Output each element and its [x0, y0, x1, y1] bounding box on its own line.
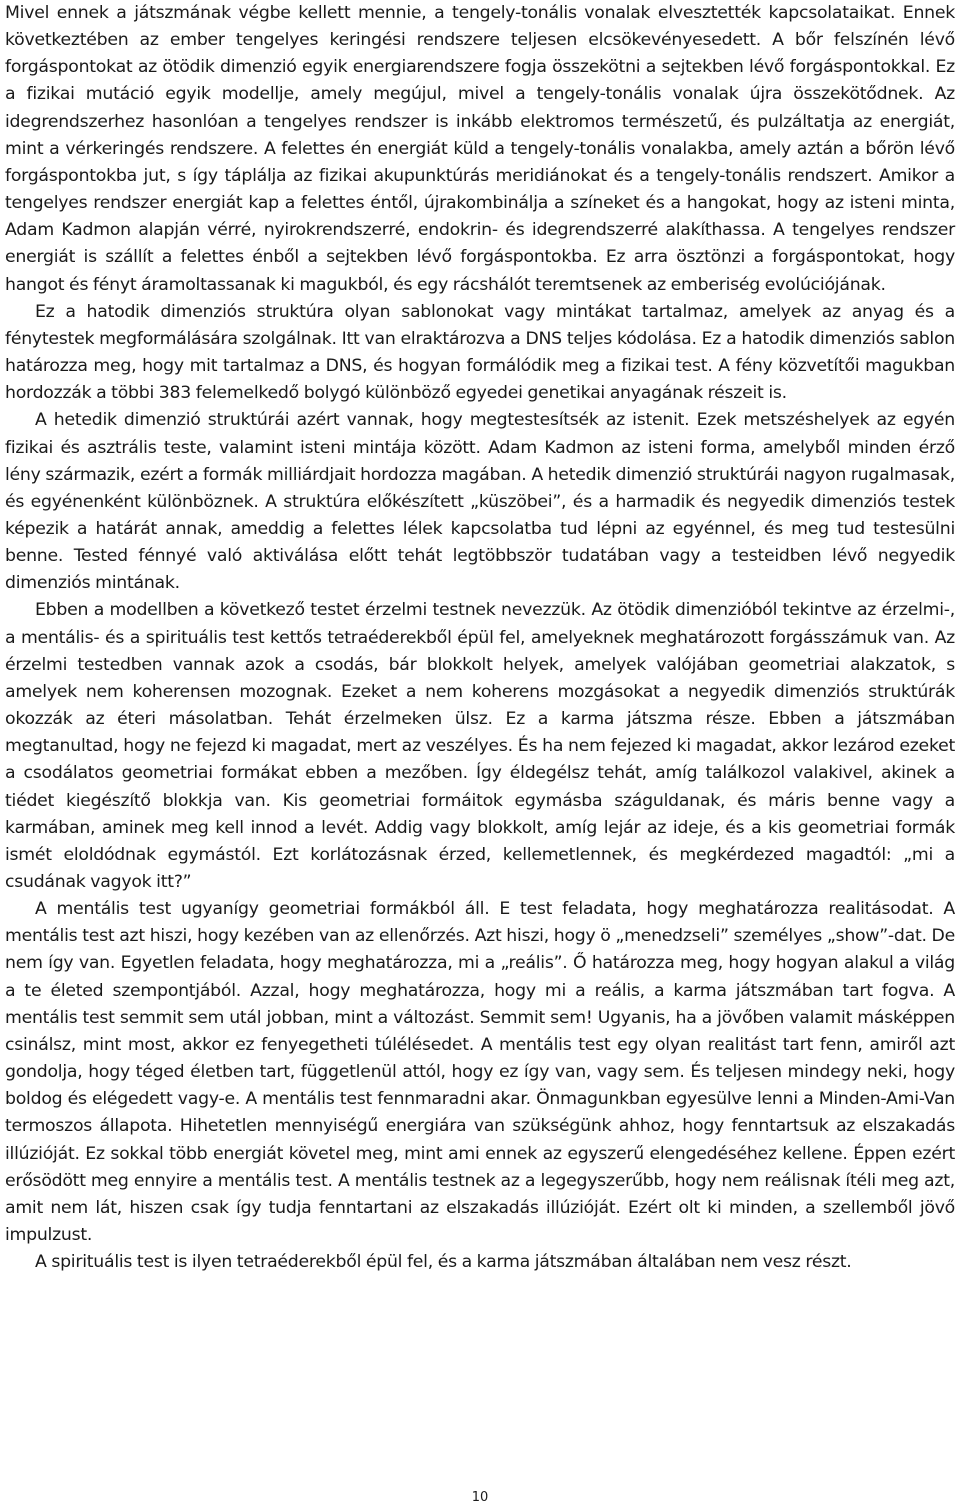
paragraph-3: A hetedik dimenzió struktúrái azért vannak, hogy megtestesítsék az istenit. Ezek metszéshelyek az egyén fizikai és asztrális teste, valamint isteni mintája között. Adam Kadmon az isteni forma, amelyből minden érző lény származik, ezért a formák milliárdjait hordozza magában. A hetedik dimenzió struktúrái nagyon rugalmasak, és egyénenként különböznek. A struktúra előkészített „küszöbei”, és a harmadik és negyedik dimenziós testek képezik a határát annak, ameddig a felettes lélek kapcsolatba tud lépni az egyénnel, és meg tud testesülni benne. Tested fénnyé való aktiválása előtt tehát legtöbbször tudatában vagy a testeidben lévő negyedik dimenziós mintának.: [5, 410, 955, 594]
paragraph-6: A spirituális test is ilyen tetraéderekből épül fel, és a karma játszmában általában nem vesz részt.: [35, 1252, 852, 1273]
body-text: [5, 0, 955, 1276]
page-number: 10: [471, 1490, 489, 1505]
paragraph-2: Ez a hatodik dimenziós struktúra olyan sablonokat vagy mintákat tartalmaz, amelyek az anyag és a fénytestek megformálására szolgálnak. Itt van elraktározva a DNS teljes kódolása. Ez a hatodik dimenziós sablon határozza meg, hogy mit tartalmaz a DNS, és hogyan formálódik meg a fizikai test. A fény közvetítői magukban hordozzák a többi 383 felemelkedő bolygó különböző egyedei genetikai anyagának részeit is.: [5, 301, 955, 404]
paragraph-4: Ebben a modellben a következő testet érzelmi testnek nevezzük. Az ötödik dimenzióból tekintve az érzelmi-, a mentális- és a spirituális test kettős tetraéderekből épül fel, amelyeknek meghatározott forgásszámuk van. Az érzelmi testedben vannak azok a csodás, bár blokkolt helyek, amelyek valójában geometriai alakzatok, s amelyek nem koherensen mozognak. Ezeket a nem koherens mozgásokat a negyedik dimenziós struktúrák okozzák az éteri másolatban. Tehát érzelmeken ülsz. Ez a karma játszma része. Ebben a játszmában megtanultad, hogy ne fejezd ki magadat, mert az veszélyes. És ha nem fejezed ki magadat, akkor lezárod ezeket a csodálatos geometriai formákat ebben a mezőben. Így éldegélsz tehát, amíg találkozol valakivel, akinek a tiédet kiegészítő blokkja van. Kis geometriai formáitok egymásba száguldanak, és máris benne vagy a karmában, aminek meg kell innod a levét. Addig vagy blokkolt, amíg lejár az ideje, és a kis geometriai formák ismét eloldódnak egymástól. Ezt korlátozásnak érzed, kellemetlennek, és megkérdezed magadtól: „mi a csudának vagyok itt?”: [5, 600, 955, 892]
paragraph-5: A mentális test ugyanígy geometriai formákból áll. E test feladata, hogy meghatározza realitásodat. A mentális test azt hiszi, hogy kezében van az ellenőrzés. Azt hiszi, hogy ö „menedzseli” személyes „show”-dat. De nem így van. Egyetlen feladata, hogy meghatározza, mi a „reális”. Ő határozza meg, hogy hogyan alakul a világ a te életed szempontjából. Azzal, hogy meghatározza, hogy mi a reális, a karma játszmában tart fogva. A mentális test semmit sem utál jobban, mint a változást. Semmit sem! Ugyanis, ha a jövőben valamit másképpen csinálsz, mint most, akkor ez fenyegetheti túlélésedet. A mentális test egy olyan realitást tart fenn, amiről azt gondolja, hogy téged életben tart, függetlenül attól, hogy ez így van, vagy sem. És teljesen mindegy neki, hogy boldog és elégedett vagy-e. A mentális test fennmaradni akar. Önmagunkban egyesülve lenni a Minden-Ami-Van termoszos állapota. Hihetetlen mennyiségű energiára van szükségünk ahhoz, hogy fenntartsuk az elszakadás illúzióját. Ez sokkal több energiát követel meg, mint ami ennek az egyszerű elengedéséhez kellene. Éppen ezért erősödött meg ennyire a mentális test. A mentális testnek az a legegyszerűbb, hogy nem reálisnak ítéli meg azt, amit nem lát, hiszen csak így tudja fenntartani az elszakadás illúzióját. Ezért olt ki minden, a szellemből jövő impulzust.: [5, 899, 955, 1246]
paragraph-1: Mivel ennek a játszmának végbe kellett mennie, a tengely-tonális vonalak elvesztették kapcsolataikat. Ennek következtében az ember tengelyes keringési rendszere teljesen elcsökevényesedett. A bőr felszínén lévő forgáspontokat az ötödik dimenzió egyik energiarendszere fogja összekötni a sejtekben lévő forgáspontokkal. Ez a fizikai mutáció egyik modellje, amely megújul, mivel a tengely-tonális vonalak újra összekötődnek. Az idegrendszerhez hasonlóan a tengelyes rendszer is inkább elektromos természetű, és pulzáltatja az energiát, mint a vérkeringés rendszere. A felettes én energiát küld a tengely-tonális vonalakba, amely aztán a bőrön lévő forgáspontokba jut, s így táplálja az fizikai akupunktúrás meridiánokat és a tengely-tonális rendszert. Amikor a tengelyes rendszer energiát kap a felettes éntől, újrakombinálja a színeket és a hangokat, hogy az isteni minta, Adam Kadmon alapján vérré, nyirokrendszerré, endokrin- és idegrendszerré alakíthassa. A tengelyes rendszer energiát is szállít a felettes énből a sejtekben lévő forgáspontokba. Ez arra ösztönzi a forgáspontokat, hogy hangot és fényt áramoltassanak ki magukból, és egy rácshálót teremtsenek az emberiség evolúciójának.: [5, 3, 955, 295]
